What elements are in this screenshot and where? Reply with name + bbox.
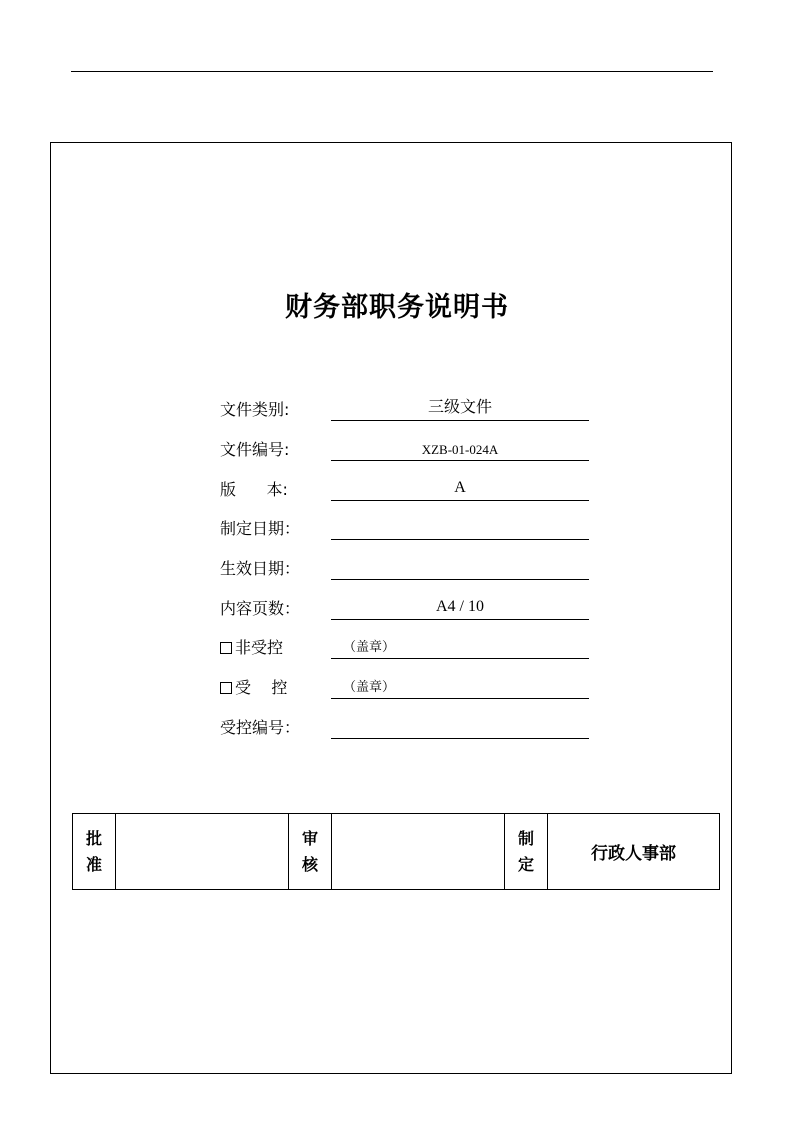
document-title: 财务部职务说明书	[285, 292, 509, 323]
approval-table	[72, 813, 720, 890]
checkbox-icon[interactable]	[220, 682, 232, 694]
checkbox-label: 非受控	[235, 638, 284, 657]
prepare-department-cell: 行政人事部	[548, 814, 720, 890]
field-value: A	[331, 477, 589, 501]
checkbox-label: 受 控	[235, 678, 288, 697]
approval-row	[73, 814, 720, 890]
field-label: 制定日期：	[220, 519, 301, 538]
field-effective-date	[220, 540, 590, 580]
field-controlled	[220, 659, 590, 699]
field-value: （盖章）	[331, 635, 589, 659]
field-value: A4 / 10	[331, 596, 589, 620]
approve-header: 批 准	[73, 814, 116, 890]
field-uncontrolled	[220, 619, 590, 659]
review-header: 审 核	[289, 814, 332, 890]
field-document-category	[220, 381, 590, 421]
field-page-count	[220, 580, 590, 620]
field-value	[331, 715, 589, 739]
field-document-number	[220, 421, 590, 461]
field-value: XZB-01-024A	[331, 437, 589, 461]
approve-signature-cell	[116, 814, 289, 890]
field-value: 三级文件	[331, 397, 589, 421]
field-control-number	[220, 699, 590, 739]
field-label: 文件类别:	[220, 400, 290, 419]
field-value	[331, 516, 589, 540]
field-label	[220, 637, 283, 659]
field-value: （盖章）	[331, 675, 589, 699]
field-label: 文件编号:	[220, 440, 290, 459]
header-rule	[71, 71, 713, 72]
field-label: 版 本:	[220, 480, 288, 499]
field-label	[220, 677, 287, 699]
field-label: 内容页数：	[220, 599, 301, 618]
prepare-header: 制 定	[505, 814, 548, 890]
field-label: 受控编号：	[220, 718, 301, 737]
field-label: 生效日期：	[220, 559, 301, 578]
field-creation-date	[220, 500, 590, 540]
review-signature-cell	[332, 814, 505, 890]
field-value	[331, 556, 589, 580]
field-version	[220, 461, 590, 501]
checkbox-icon[interactable]	[220, 642, 232, 654]
